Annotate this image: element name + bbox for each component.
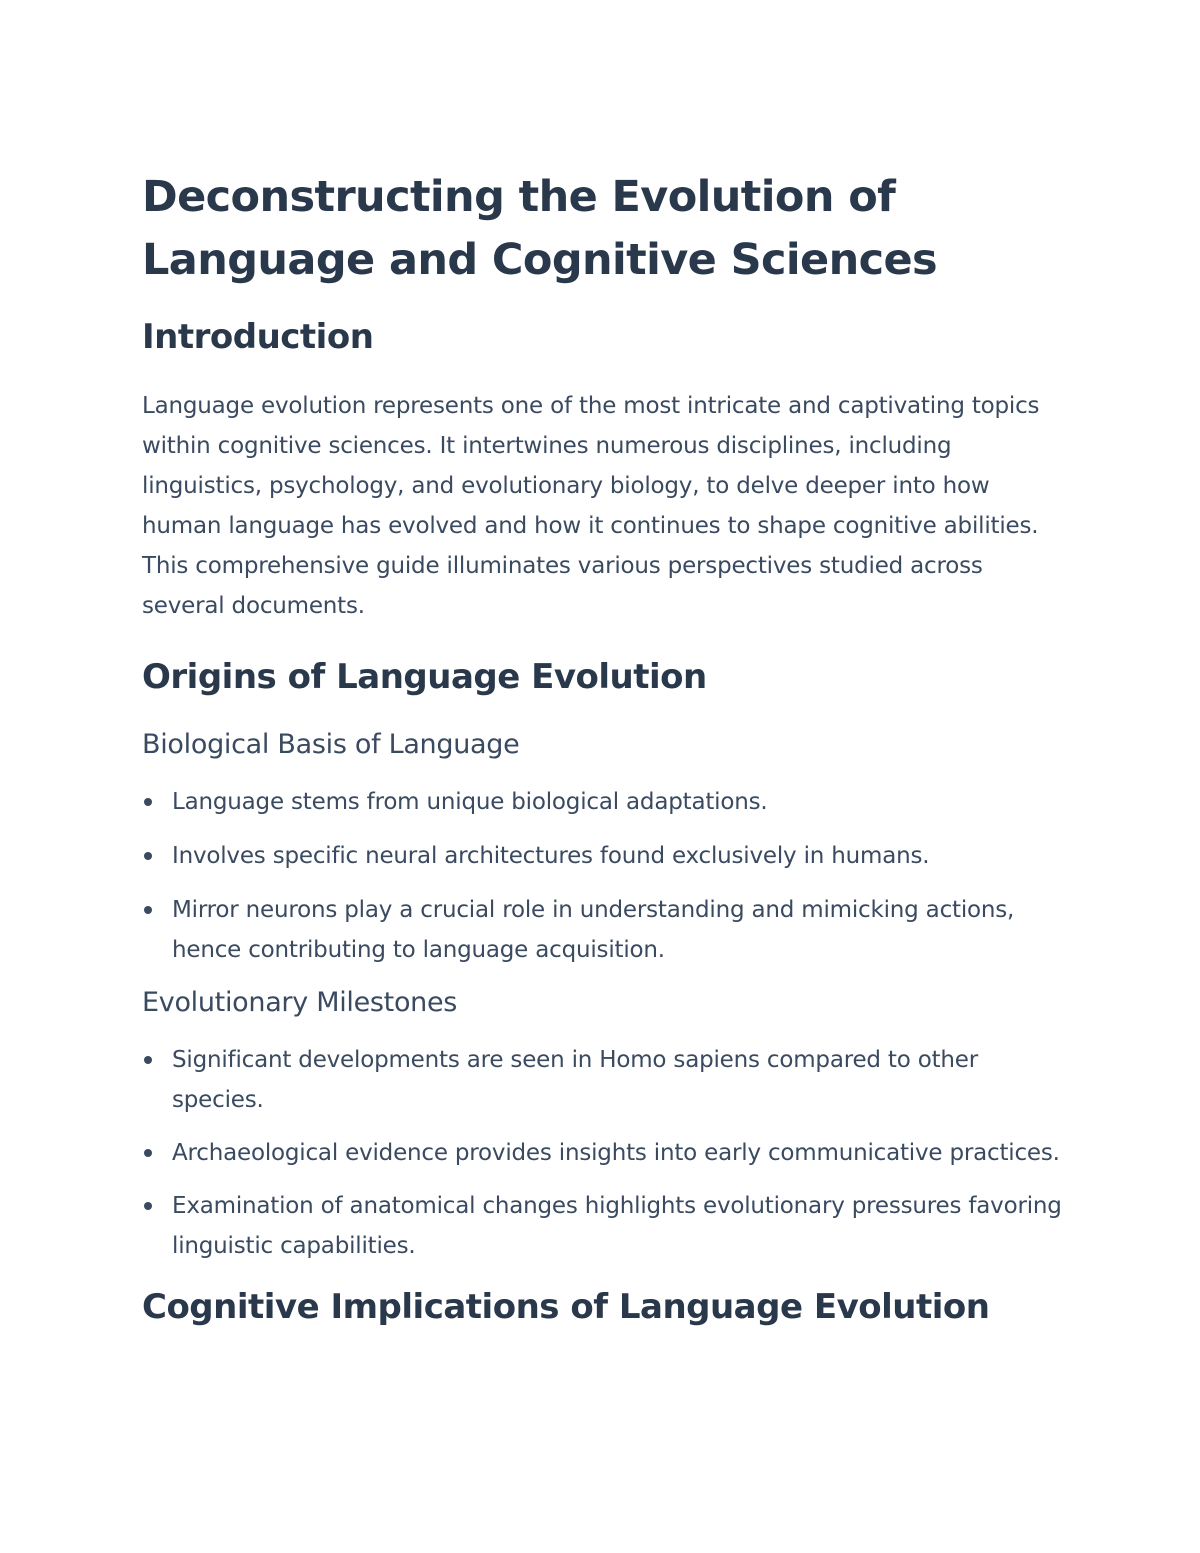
biological-basis-heading: Biological Basis of Language [142,729,520,760]
list-item: Significant developments are seen in Homo sapiens compared to other species. [142,1040,1062,1120]
introduction-paragraph: Language evolution represents one of the most intricate and captivating topics within cognitive sciences. It intertwines numerous disciplines, including linguistics, psychology, and evolutionary biology, to delve deeper into how human language has evolved and how it continues to shape cognitive abilities. This comprehensive guide illuminates various perspectives studied across several documents. [142,393,1040,619]
origins-heading: Origins of Language Evolution [142,657,707,697]
list-item: Mirror neurons play a crucial role in understanding and mimicking actions, hence contributing to language acquisition. [142,890,1062,970]
document-title: Deconstructing the Evolution of Language and Cognitive Sciences [142,172,938,285]
introduction-heading: Introduction [142,317,374,357]
cognitive-implications-heading: Cognitive Implications of Language Evolution [142,1287,990,1327]
list-item: Examination of anatomical changes highlights evolutionary pressures favoring linguistic capabilities. [142,1186,1062,1266]
list-item: Archaeological evidence provides insights into early communicative practices. [142,1133,1062,1173]
list-item: Language stems from unique biological adaptations. [142,782,1062,822]
document-page [142,166,1062,1330]
evolutionary-milestones-list [142,1040,1062,1266]
evolutionary-milestones-heading: Evolutionary Milestones [142,987,458,1018]
biological-basis-list [142,782,1062,970]
list-item: Involves specific neural architectures found exclusively in humans. [142,836,1062,876]
